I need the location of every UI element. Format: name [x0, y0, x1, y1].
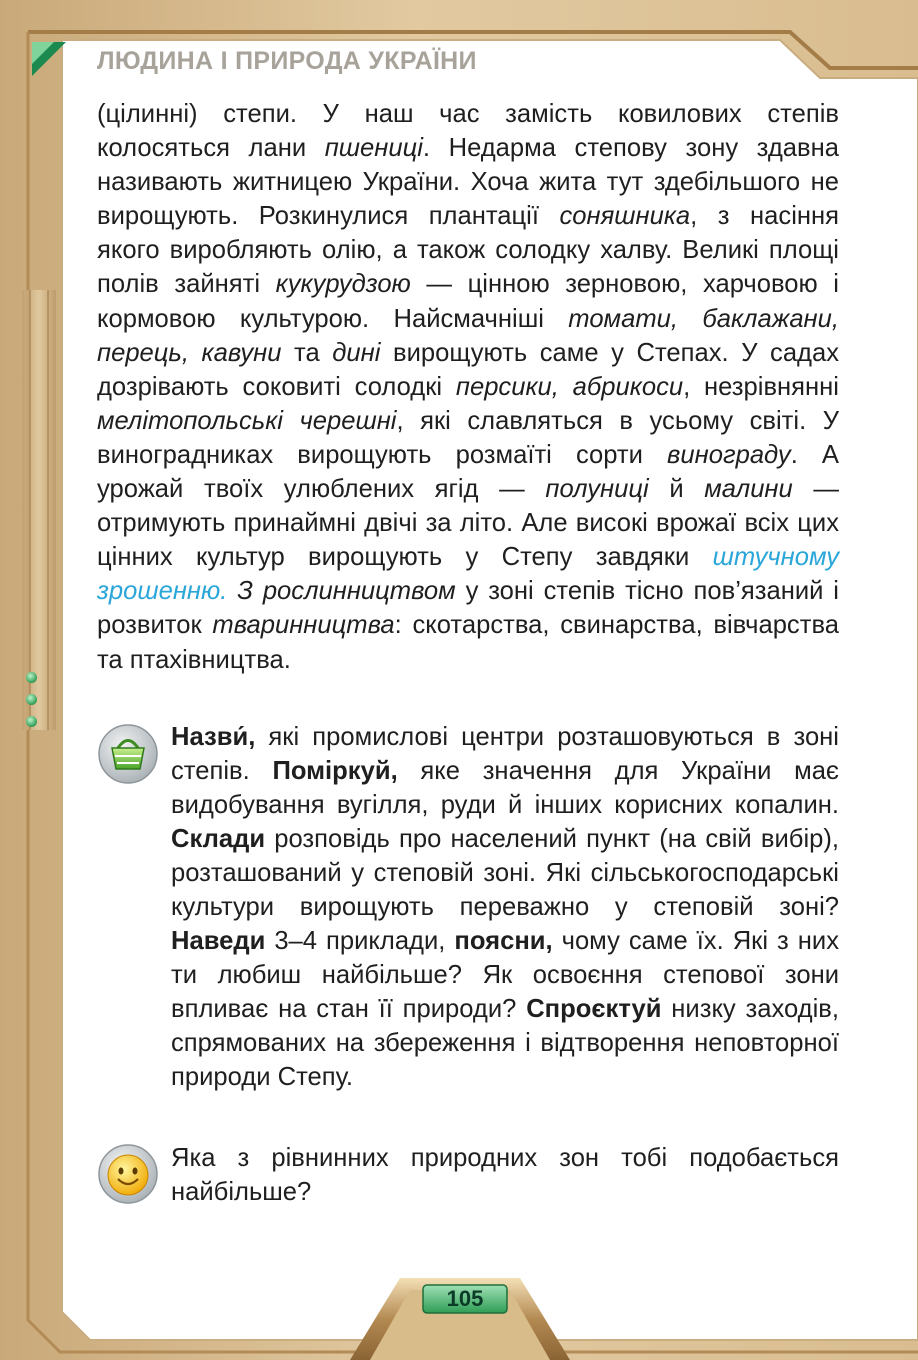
- reflection-question: Яка з рівнинних природних зон тобі подобається найбільше?: [171, 1144, 839, 1206]
- decorative-dots: [26, 672, 37, 738]
- shopping-basket-icon: [97, 723, 159, 785]
- smiley-face-icon: [97, 1143, 159, 1205]
- page-number: 105: [446, 1286, 484, 1311]
- task-questions: Назви́, які промислові центри розташовуються в зоні степів. Поміркуй, яке значення для України має видобування вугілля, руди й інших корисних копалин. Склади розповідь про населений пункт (на свій вибір), розташований у степовій зоні. Які сільськогосподарські культури вирощують переважно у степовій зоні? Наведи 3–4 приклади, поясни, чому саме їх. Які з них ти любиш найбільше? Як освоєння степової зони впливає на стан її природи? Спроєктуй низку заходів, спрямованих на збереження і відтворення неповторної природи Степу.: [171, 723, 840, 1091]
- main-paragraph: (цілинні) степи. У наш час замість ковилових степів колосяться лани пшениці. Недарма степову зону здавна називають житницею України. Хоча жита тут здебільшого не вирощують. Розкинулися плантації соняшника, з насіння якого виробляють олію, а також солодку халву. Великі площі полів зайняті кукурудзою — цінною зерновою, харчовою і кормовою культурою. Найсмачніші томати, баклажани, перець, кавуни та дині вирощують саме у Степах. У садах дозрівають соковиті солодкі персики, абрикоси, незрівнянні мелітопольські черешні, які славляться в усьому світі. У виноградниках вирощують розмаїті сорти винограду. А урожай твоїх улюблених ягід — полуниці й малини — отримують принаймні двічі за літо. Але високі врожаї всіх цих цінних культур вирощують у Степу завдяки штучному зрошенню. З рослинництвом у зоні степів тісно пов’язаний і розвиток тваринництва: скотарства, свинарства, вівчарства та птахівництва.: [97, 100, 840, 674]
- running-header: ЛЮДИНА І ПРИРОДА УКРАЇНИ: [97, 47, 477, 75]
- corner-triangle-icon: [30, 40, 70, 80]
- glossary-link[interactable]: штучному зрошенню.: [97, 543, 839, 606]
